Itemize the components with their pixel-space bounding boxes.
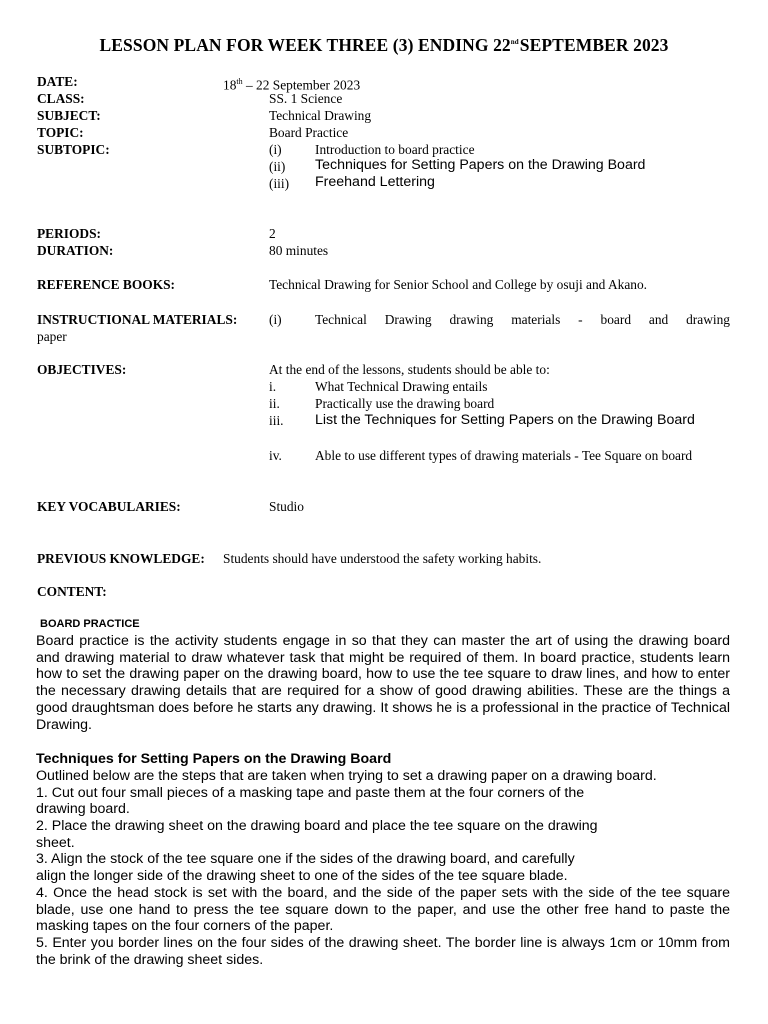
title-sup: nd: [510, 38, 519, 47]
class-row: [37, 90, 730, 107]
vocab-label: KEY VOCABULARIES:: [37, 499, 181, 514]
objective-item: Able to use different types of drawing materials - Tee Square on board: [315, 448, 693, 463]
subtopic-num: (i): [269, 142, 282, 157]
subject-row: [37, 107, 730, 124]
periods-value: 2: [269, 226, 276, 241]
objective-item: What Technical Drawing entails: [315, 379, 488, 394]
objective-item: List the Techniques for Setting Papers on the Drawing Board: [315, 412, 695, 428]
board-practice-paragraph: Board practice is the activity students engage in so that they can master the art of using the drawing board and drawing material to draw whatever task that might be required of them. In board practice, students learn how to set the drawing paper on the drawing board, how to use the tee square to draw lines, and how to enter the necessary drawing details that are required for a show of good drawing abilities. These are the things a good draughtsman does before he starts any drawing. It shows he is a professional in the practice of Technical Drawing.: [36, 633, 730, 733]
objectives-label: OBJECTIVES:: [37, 362, 127, 377]
page-title: [0, 35, 768, 56]
materials-num: (i): [269, 312, 282, 327]
objectives-row: [37, 361, 730, 485]
date-value: 18th – 22 September 2023: [223, 77, 361, 93]
class-value: SS. 1 Science: [269, 91, 343, 106]
step-2-line-1: 2. Place the drawing sheet on the drawing board and place the tee square on the drawing: [36, 818, 598, 834]
vocab-row: [37, 498, 730, 515]
content-row: [37, 583, 730, 600]
topic-row: [37, 124, 730, 141]
reference-value: Technical Drawing for Senior School and College by osuji and Akano.: [269, 277, 648, 292]
duration-label: DURATION:: [37, 243, 114, 258]
objective-num: iii.: [269, 413, 284, 428]
subtopic-num: (iii): [269, 176, 290, 191]
previous-row: [37, 550, 730, 567]
materials-cont: paper: [37, 329, 67, 344]
step-1-line-1: 1. Cut out four small pieces of a masking tape and paste them at the four corners of the: [36, 785, 585, 801]
date-label: DATE:: [37, 74, 78, 89]
objective-item: Practically use the drawing board: [315, 396, 495, 411]
board-practice-heading: BOARD PRACTICE: [40, 618, 140, 630]
subtopic-row: [37, 141, 730, 193]
subject-label: SUBJECT:: [37, 108, 101, 123]
topic-label: TOPIC:: [37, 125, 84, 140]
materials-label: INSTRUCTIONAL MATERIALS:: [37, 312, 238, 327]
class-label: CLASS:: [37, 91, 85, 106]
periods-label: PERIODS:: [37, 226, 101, 241]
subtopic-item: Freehand Lettering: [315, 174, 435, 190]
step-2-line-2: sheet.: [36, 835, 75, 851]
subtopic-item: Introduction to board practice: [315, 142, 475, 157]
date-row: [37, 73, 730, 93]
title-prefix: LESSON PLAN FOR WEEK THREE (3) ENDING 22: [99, 35, 511, 55]
content-label: CONTENT:: [37, 584, 107, 599]
vocab-value: Studio: [269, 499, 304, 514]
reference-row: [37, 276, 730, 293]
step-3-line-1: 3. Align the stock of the tee square one if the sides of the drawing board, and carefully: [36, 851, 575, 867]
materials-value: Technical Drawing drawing materials - board and drawing: [315, 312, 730, 327]
objective-num: iv.: [269, 448, 282, 463]
techniques-heading: Techniques for Setting Papers on the Drawing Board: [36, 751, 392, 767]
subtopic-item: Techniques for Setting Papers on the Drawing Board: [315, 157, 646, 173]
previous-label: PREVIOUS KNOWLEDGE:: [37, 551, 205, 566]
duration-row: [37, 242, 730, 259]
step-1-line-2: drawing board.: [36, 801, 130, 817]
previous-value: Students should have understood the safety working habits.: [223, 551, 542, 566]
duration-value: 80 minutes: [269, 243, 329, 258]
techniques-intro: Outlined below are the steps that are taken when trying to set a drawing paper on a drawing board.: [36, 768, 657, 784]
subtopic-label: SUBTOPIC:: [37, 142, 110, 157]
subject-value: Technical Drawing: [269, 108, 372, 123]
periods-row: [37, 225, 730, 242]
step-3-line-2: align the longer side of the drawing sheet to one of the sides of the tee square blade.: [36, 868, 568, 884]
objective-num: i.: [269, 379, 277, 394]
step-5: 5. Enter you border lines on the four sides of the drawing sheet. The border line is always 1cm or 10mm from the brink of the drawing sheet sides.: [36, 935, 730, 968]
objectives-intro: At the end of the lessons, students should be able to:: [269, 362, 550, 377]
title-suffix: SEPTEMBER 2023: [519, 35, 669, 55]
objective-num: ii.: [269, 396, 280, 411]
step-4: 4. Once the head stock is set with the board, and the side of the paper sets with the side of the tee square blade, use one hand to press the tee square down to the paper, and use the other free hand to paste the masking tapes on the four corners of the paper.: [36, 885, 730, 935]
topic-value: Board Practice: [269, 125, 349, 140]
materials-row: [37, 311, 730, 345]
reference-label: REFERENCE BOOKS:: [37, 277, 176, 292]
subtopic-num: (ii): [269, 159, 286, 174]
